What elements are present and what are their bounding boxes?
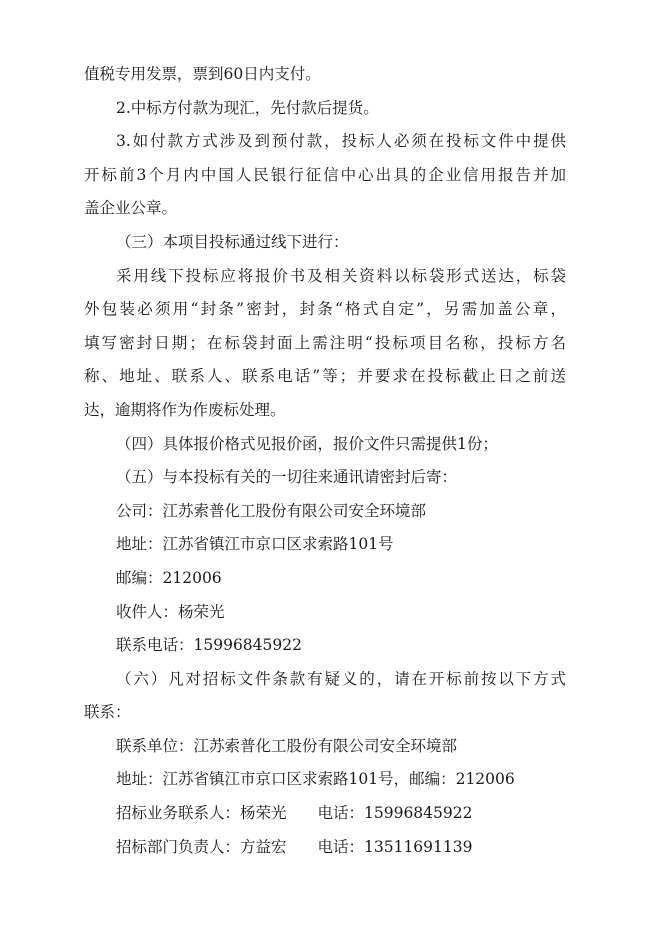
text-line: 开标前3个月内中国人民银行征信中心出具的企业信用报告并加 bbox=[84, 165, 566, 184]
text-line: 联系单位：江苏索普化工股份有限公司安全环境部 bbox=[116, 736, 458, 755]
text-line: 邮编：212006 bbox=[116, 568, 222, 587]
text-line: 3.如付款方式涉及到预付款，投标人必须在投标文件中提供 bbox=[116, 132, 566, 151]
text-line: 联系： bbox=[84, 703, 131, 722]
text-line: （四）具体报价格式见报价函，报价文件只需提供1份； bbox=[116, 434, 498, 453]
text-line: 公司：江苏索普化工股份有限公司安全环境部 bbox=[116, 501, 427, 520]
text-line: 填写密封日期；在标袋封面上需注明“投标项目名称，投标方名 bbox=[84, 333, 566, 352]
text-line: 值税专用发票，票到60日内支付。 bbox=[84, 65, 321, 83]
text-line: 招标部门负责人：方益宏 电话：13511691139 bbox=[116, 837, 473, 856]
text-line: 2.中标方付款为现汇，先付款后提货。 bbox=[116, 98, 379, 117]
text-line: 称、地址、联系人、联系电话”等；并要求在投标截止日之前送 bbox=[84, 367, 566, 386]
text-line: （三）本项目投标通过线下进行： bbox=[116, 232, 349, 251]
text-line: 地址：江苏省镇江市京口区求索路101号，邮编：212006 bbox=[116, 770, 515, 789]
text-line: 收件人：杨荣光 bbox=[116, 602, 225, 621]
document-page bbox=[84, 62, 566, 868]
text-line: 招标业务联系人：杨荣光 电话：15996845922 bbox=[116, 804, 473, 823]
text-line: 采用线下投标应将报价书及相关资料以标袋形式送达，标袋 bbox=[116, 266, 566, 285]
text-line: 盖企业公章。 bbox=[84, 199, 178, 218]
text-line: （六）凡对招标文件条款有疑义的，请在开标前按以下方式 bbox=[116, 669, 566, 688]
text-line: 地址：江苏省镇江市京口区求索路101号 bbox=[116, 535, 394, 554]
text-line: 达，逾期将作为作废标处理。 bbox=[84, 400, 286, 419]
text-line: 外包装必须用“封条”密封，封条“格式自定”，另需加盖公章， bbox=[84, 300, 566, 319]
text-line: （五）与本投标有关的一切往来通讯请密封后寄： bbox=[116, 468, 458, 487]
text-line: 联系电话：15996845922 bbox=[116, 636, 302, 655]
